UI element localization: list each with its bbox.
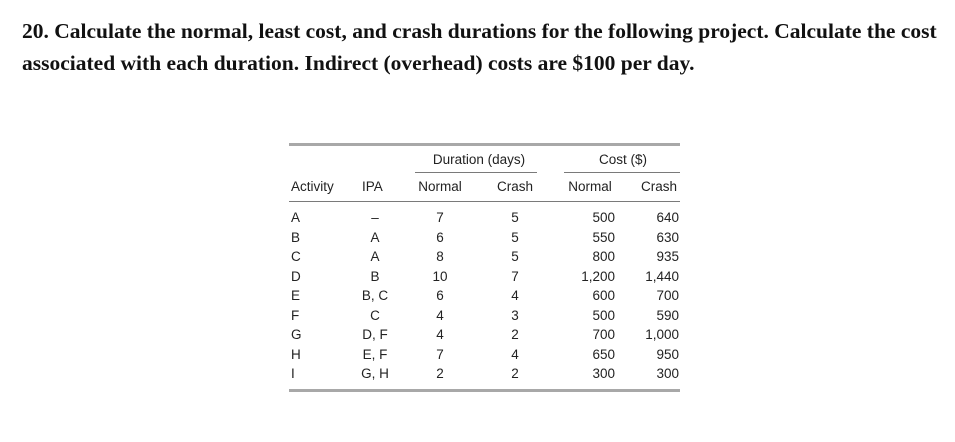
cell-cost-crash: 1,440 bbox=[645, 268, 679, 284]
cell-ipa: B, C bbox=[361, 288, 389, 303]
column-header-duration-normal: Normal bbox=[418, 179, 462, 194]
cell-cost-normal: 650 bbox=[592, 346, 615, 362]
cell-cost-normal: 800 bbox=[592, 249, 615, 264]
duration-group-header: Duration (days) bbox=[432, 152, 526, 167]
cell-ipa: A bbox=[370, 249, 380, 264]
cell-cost-crash: 630 bbox=[656, 229, 679, 245]
cell-duration-normal: 2 bbox=[436, 366, 444, 381]
cell-duration-normal: 6 bbox=[436, 229, 444, 245]
table-bottom-rule bbox=[289, 389, 680, 392]
header-bottom-rule bbox=[289, 201, 680, 202]
cell-cost-normal: 1,200 bbox=[581, 268, 615, 284]
cell-duration-normal: 7 bbox=[436, 346, 444, 362]
cell-duration-crash: 5 bbox=[511, 229, 519, 245]
cell-activity: E bbox=[291, 288, 301, 303]
cell-duration-normal: 8 bbox=[436, 249, 444, 264]
cell-duration-normal: 10 bbox=[432, 268, 448, 284]
column-header-cost-crash: Crash bbox=[640, 179, 678, 194]
cell-ipa: B bbox=[370, 268, 380, 284]
cost-group-header: Cost ($) bbox=[598, 152, 648, 167]
cell-cost-normal: 550 bbox=[592, 229, 615, 245]
cell-cost-normal: 600 bbox=[592, 288, 615, 303]
cell-cost-crash: 640 bbox=[656, 210, 679, 225]
cell-cost-crash: 700 bbox=[656, 288, 679, 303]
cell-ipa: – bbox=[371, 210, 379, 225]
column-header-cost-normal: Normal bbox=[568, 179, 612, 194]
cell-duration-crash: 2 bbox=[511, 366, 519, 381]
cell-ipa: C bbox=[370, 307, 380, 323]
cell-cost-normal: 500 bbox=[592, 210, 615, 225]
table-top-rule bbox=[289, 143, 680, 146]
cell-cost-crash: 300 bbox=[656, 366, 679, 381]
cell-ipa: D, F bbox=[362, 327, 388, 342]
cell-activity: D bbox=[291, 268, 301, 284]
column-header-duration-crash: Crash bbox=[496, 179, 534, 194]
cell-duration-crash: 3 bbox=[511, 307, 519, 323]
cell-duration-crash: 4 bbox=[511, 288, 519, 303]
cost-group-rule bbox=[564, 172, 680, 173]
cell-duration-crash: 5 bbox=[511, 210, 519, 225]
cell-activity: F bbox=[291, 307, 300, 323]
cell-duration-crash: 7 bbox=[511, 268, 519, 284]
cell-cost-normal: 300 bbox=[592, 366, 615, 381]
duration-group-rule bbox=[415, 172, 537, 173]
cell-activity: I bbox=[291, 366, 295, 381]
cell-cost-normal: 500 bbox=[592, 307, 615, 323]
cell-cost-crash: 950 bbox=[656, 346, 679, 362]
cell-duration-normal: 6 bbox=[436, 288, 444, 303]
cell-ipa: A bbox=[370, 229, 380, 245]
cell-cost-crash: 590 bbox=[656, 307, 679, 323]
question-text: 20. Calculate the normal, least cost, and crash durations for the following project. Calculate the cost associated with each duration. Indirect (overhead) costs are $100 per day. bbox=[22, 19, 937, 75]
column-header-ipa: IPA bbox=[362, 179, 383, 194]
cell-duration-normal: 4 bbox=[436, 327, 444, 342]
cell-duration-normal: 7 bbox=[436, 210, 444, 225]
column-header-activity: Activity bbox=[291, 179, 334, 194]
cell-ipa: G, H bbox=[361, 366, 389, 381]
cell-activity: G bbox=[291, 327, 302, 342]
cell-duration-normal: 4 bbox=[436, 307, 444, 323]
cell-activity: B bbox=[291, 229, 301, 245]
cell-activity: C bbox=[291, 249, 301, 264]
cell-cost-normal: 700 bbox=[592, 327, 615, 342]
cell-activity: H bbox=[291, 346, 301, 362]
cell-duration-crash: 5 bbox=[511, 249, 519, 264]
cell-cost-crash: 935 bbox=[656, 249, 679, 264]
cell-cost-crash: 1,000 bbox=[645, 327, 679, 342]
cell-activity: A bbox=[291, 210, 301, 225]
cell-duration-crash: 2 bbox=[511, 327, 519, 342]
cell-ipa: E, F bbox=[362, 346, 388, 362]
cell-duration-crash: 4 bbox=[511, 346, 519, 362]
